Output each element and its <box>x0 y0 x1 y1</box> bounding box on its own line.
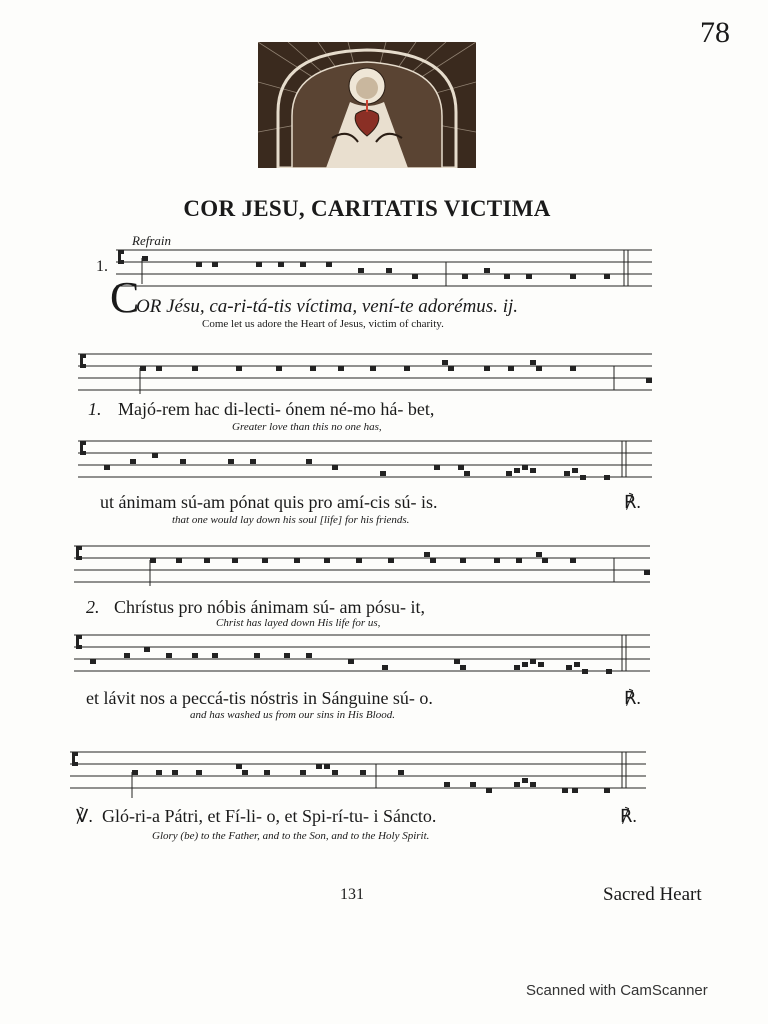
verse-2-translation-1: Christ has layed down His life for us, <box>216 617 381 629</box>
scanner-watermark: Scanned with CamScanner <box>526 982 708 999</box>
doxology-lyric: Gló-ri-a Pátri, et Fí-li- o, et Spi-rí-tu- i Sáncto. <box>102 806 437 826</box>
footer-page-number: 131 <box>340 886 364 903</box>
hymn-title: COR JESU, CARITATIS VICTIMA <box>183 196 551 221</box>
verse-1-translation-1: Greater love than this no one has, <box>232 421 382 433</box>
refrain-dropcap: C <box>110 273 140 322</box>
doxology-translation: Glory (be) to the Father, and to the Son, and to the Holy Spirit. <box>152 830 430 842</box>
verse-1-translation-2: that one would lay down his soul [life] for his friends. <box>172 514 410 526</box>
response-symbol-3: ℟. <box>620 806 637 826</box>
staff-refrain <box>116 250 652 286</box>
verse-2-translation-2: and has washed us from our sins in His Blood. <box>190 709 395 721</box>
staff-verse-1a <box>78 354 652 390</box>
verse-2-number: 2. <box>86 597 100 617</box>
verse-1-number: 1. <box>88 399 102 419</box>
footer-section-title: Sacred Heart <box>603 884 702 905</box>
refrain-lyric: OR Jésu, ca-ri-tá-tis víctima, vení-te adorémus. ij. <box>136 296 519 317</box>
verse-2-line-1: Chrístus pro nóbis ánimam sú- am pósu- it, <box>114 597 425 617</box>
page-number: 78 <box>700 16 730 49</box>
refrain-number: 1. <box>96 258 108 275</box>
response-symbol-1: ℟. <box>624 492 641 512</box>
versicle-symbol: ℣. <box>76 806 93 826</box>
response-symbol-2: ℟. <box>624 688 641 708</box>
refrain-label: Refrain <box>132 233 171 248</box>
staff-verse-2a <box>74 546 650 582</box>
verse-2-line-2: et lávit nos a peccá-tis nóstris in Sánguine sú- o. <box>86 688 433 708</box>
staff-verse-2b <box>74 635 650 671</box>
verse-1-line-1: Majó-rem hac di-lecti- ónem né-mo há- bet, <box>118 399 435 419</box>
verse-1-line-2: ut ánimam sú-am pónat quis pro amí-cis sú- is. <box>100 492 438 512</box>
refrain-translation: Come let us adore the Heart of Jesus, victim of charity. <box>202 318 444 330</box>
